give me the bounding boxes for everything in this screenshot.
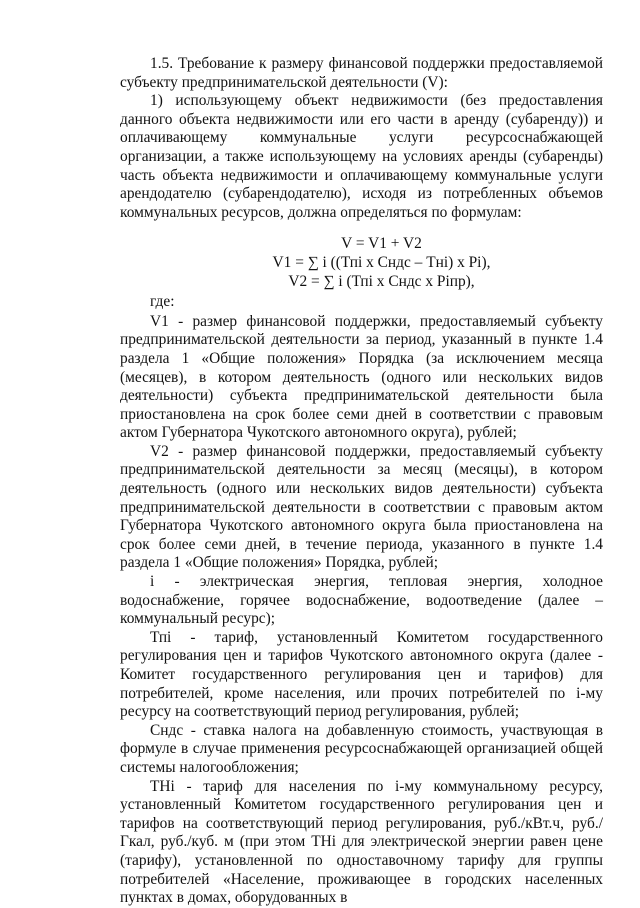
definition-sndс: Сндс - ставка налога на добавленную стоимость, участвующая в формуле в случае применения ресурсоснабжающей организацией общей системы налогообложения; <box>120 721 603 776</box>
definition-tpi: Тпi - тариф, установленный Комитетом государственного регулирования цен и тарифов Чукотского автономного округа (далее - Комитет государственного регулирования цен и тарифов) для потребителей, кроме населения, или прочих потребителей по i-му ресурсу на соответствующий период регулирования, рублей; <box>120 628 603 721</box>
formula-v1: V1 = ∑ i ((Тпi х Сндс – Тнi) х Рi), <box>272 253 491 271</box>
item-1-paragraph: 1) использующему объект недвижимости (без предоставления данного объекта недвижимости или его части в аренду (субаренду)) и оплачивающему коммунальные услуги ресурсоснабжающей организации, а также использующему на условиях аренды (субаренды) часть объекта недвижимости и оплачивающему коммунальные услуги арендодателю (субарендодателю), исходя из потребленных объемов коммунальных ресурсов, должна определяться по формулам: <box>120 92 603 221</box>
document-body <box>120 55 603 908</box>
where-label: где: <box>150 293 175 311</box>
section-heading: 1.5. Требование к размеру финансовой поддержки предоставляемой субъекту предпринимательской деятельности (V): <box>120 55 603 91</box>
definition-tni: ТНi - тариф для населения по i-му коммунальному ресурсу, установленный Комитетом государственного регулирования цен и тарифов на соответствующий период регулирования, руб./кВт.ч, руб./Гкал, руб./куб. м (при этом ТНi для электрической энергии равен цене (тарифу), установленной по одноставочному тарифу для группы потребителей «Население, проживающее в городских населенных пунктах в домах, оборудованных в <box>120 777 603 907</box>
definition-v2: V2 - размер финансовой поддержки, предоставляемый субъекту предпринимательской деятельности за месяц (месяцы), в котором деятельность (одного или нескольких видов деятельности) субъекта предпринимательской деятельности в соответствии с правовым актом Губернатора Чукотского автономного округа была приостановлена на срок более семи дней, в течение периода, указанного в пункте 1.4 раздела 1 «Общие положения» Порядка, рублей; <box>120 442 603 572</box>
definition-v1: V1 - размер финансовой поддержки, предоставляемый субъекту предпринимательской деятельности за период, указанный в пункте 1.4 раздела 1 «Общие положения» Порядка (за исключением месяца (месяцев), в котором деятельность (одного или нескольких видов деятельности) субъекта предпринимательской деятельности была приостановлена на срок более семи дней в соответствии с правовым актом Губернатора Чукотского автономного округа), рублей; <box>120 312 603 442</box>
formula-v: V = V1 + V2 <box>341 235 422 253</box>
definition-i: i - электрическая энергия, тепловая энергия, холодное водоснабжение, горячее водоснабжение, водоотведение (далее – коммунальный ресурс); <box>120 573 603 628</box>
formula-v2: V2 = ∑ i (Тпi х Сндс х Рiпр), <box>288 272 475 290</box>
